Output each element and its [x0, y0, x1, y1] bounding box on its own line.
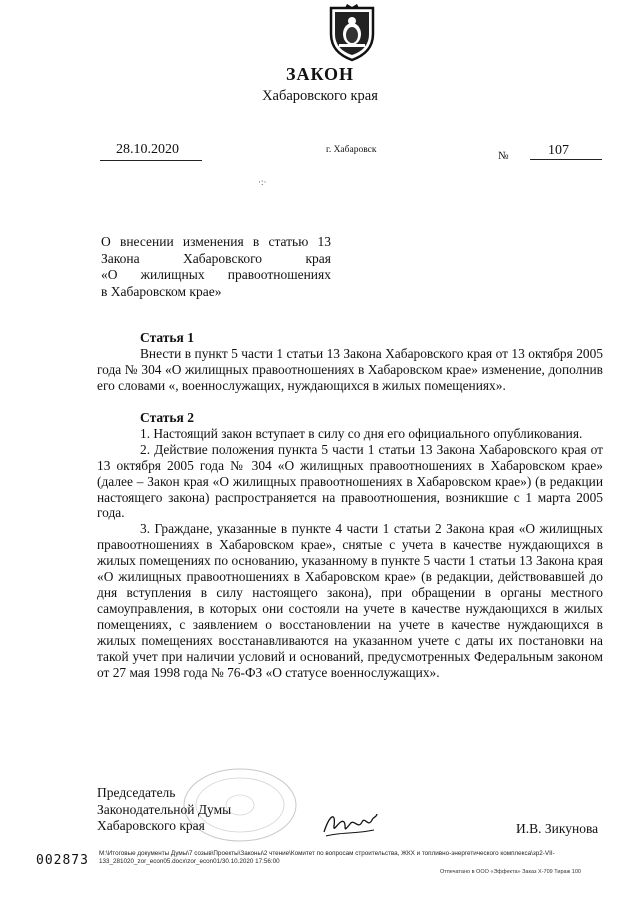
number-sign: №: [498, 150, 509, 162]
position-line: Председатель: [97, 785, 176, 800]
article-paragraph: 3. Граждане, указанные в пункте 4 части 1 статьи 2 Закона края «О жилищных правоотношениях в Хабаровском крае», снятые с учета в качестве нуждающихся в жилых помещениях по основанию, указанному в пункте 5 части 1 статьи 13 Закона края «О жилищных правоотношениях в Хабаровском крае» (в редакции, действовавшей до дня вступления в силу настоящего закона), при обращении в органы местного самоуправления, в которых они состояли на учете в качестве нуждающихся в жилых помещениях, с заявлением о восстановлении на учете в качестве нуждающихся в жилых помещениях восстанавливаются на указанном учете с даты их постановки на такой учет при наличии условий и оснований, предусмотренных Федеральным законом от 27 мая 1998 года № 76-ФЗ «О статусе военнослужащих».: [97, 521, 603, 680]
article-heading: Статья 2: [140, 410, 194, 425]
article-paragraph: Внести в пункт 5 части 1 статьи 13 Закона Хабаровского края от 13 октября 2005 года № 304 «О жилищных правоотношениях в Хабаровском крае» изменение, дополнив его словами «, военнослужащих, нуждающихся в жилых помещениях».: [97, 345, 603, 393]
law-number: 107: [548, 143, 569, 158]
scan-speck: ·:·: [258, 177, 267, 187]
signatory-position: [97, 785, 231, 835]
coat-of-arms-icon: [327, 4, 377, 62]
article-2: [97, 410, 603, 680]
subject-line: Закона Хабаровского края: [101, 250, 331, 266]
article-1: [97, 330, 603, 394]
law-date: 28.10.2020: [116, 142, 179, 157]
document-subtitle: Хабаровского края: [262, 88, 378, 104]
article-paragraph: 1. Настоящий закон вступает в силу со дня его официального опубликования.: [140, 425, 583, 441]
article-paragraph: 2. Действие положения пункта 5 части 1 статьи 13 Закона Хабаровского края от 13 октября 2005 года № 304 «О жилищных правоотношениях в Хабаровском крае» (далее – Закон края «О жилищных правоотношениях в Хабаровском крае») (в редакции настоящего закона) распространяется на правоотношения, возникшие с 1 марта 2005 года.: [97, 441, 603, 521]
date-underline: [100, 160, 202, 161]
law-subject: [101, 234, 331, 300]
signatory-name: И.В. Зикунова: [516, 821, 599, 836]
subject-line: «О жилищных правоотношениях: [101, 267, 331, 282]
file-path: M:\Итоговые документы Думы\7 созыв\Проекты\Законы\2 чтение\Комитет по вопросам строительства, ЖКХ и топливно-энергетического комплекса\зр2-VII-133_281020_zor_econ05.docx\zor_econ01/30.10.2020 17:56:00: [99, 850, 555, 865]
article-heading: Статья 1: [140, 330, 194, 345]
position-line: Законодательной Думы: [97, 801, 232, 817]
handwritten-signature-icon: [320, 808, 380, 840]
printer-info: Отпечатано в ООО «Эффекта» Заказ Х-709 Тираж 100: [440, 869, 581, 875]
position-line: Хабаровского края: [97, 818, 205, 833]
law-city: г. Хабаровск: [326, 145, 377, 155]
subject-line: в Хабаровском крае»: [101, 283, 222, 299]
document-title: ЗАКОН: [285, 64, 355, 84]
registration-number: 002873: [36, 853, 89, 868]
number-underline: [530, 159, 602, 160]
subject-line: О внесении изменения в статью 13: [101, 234, 331, 249]
